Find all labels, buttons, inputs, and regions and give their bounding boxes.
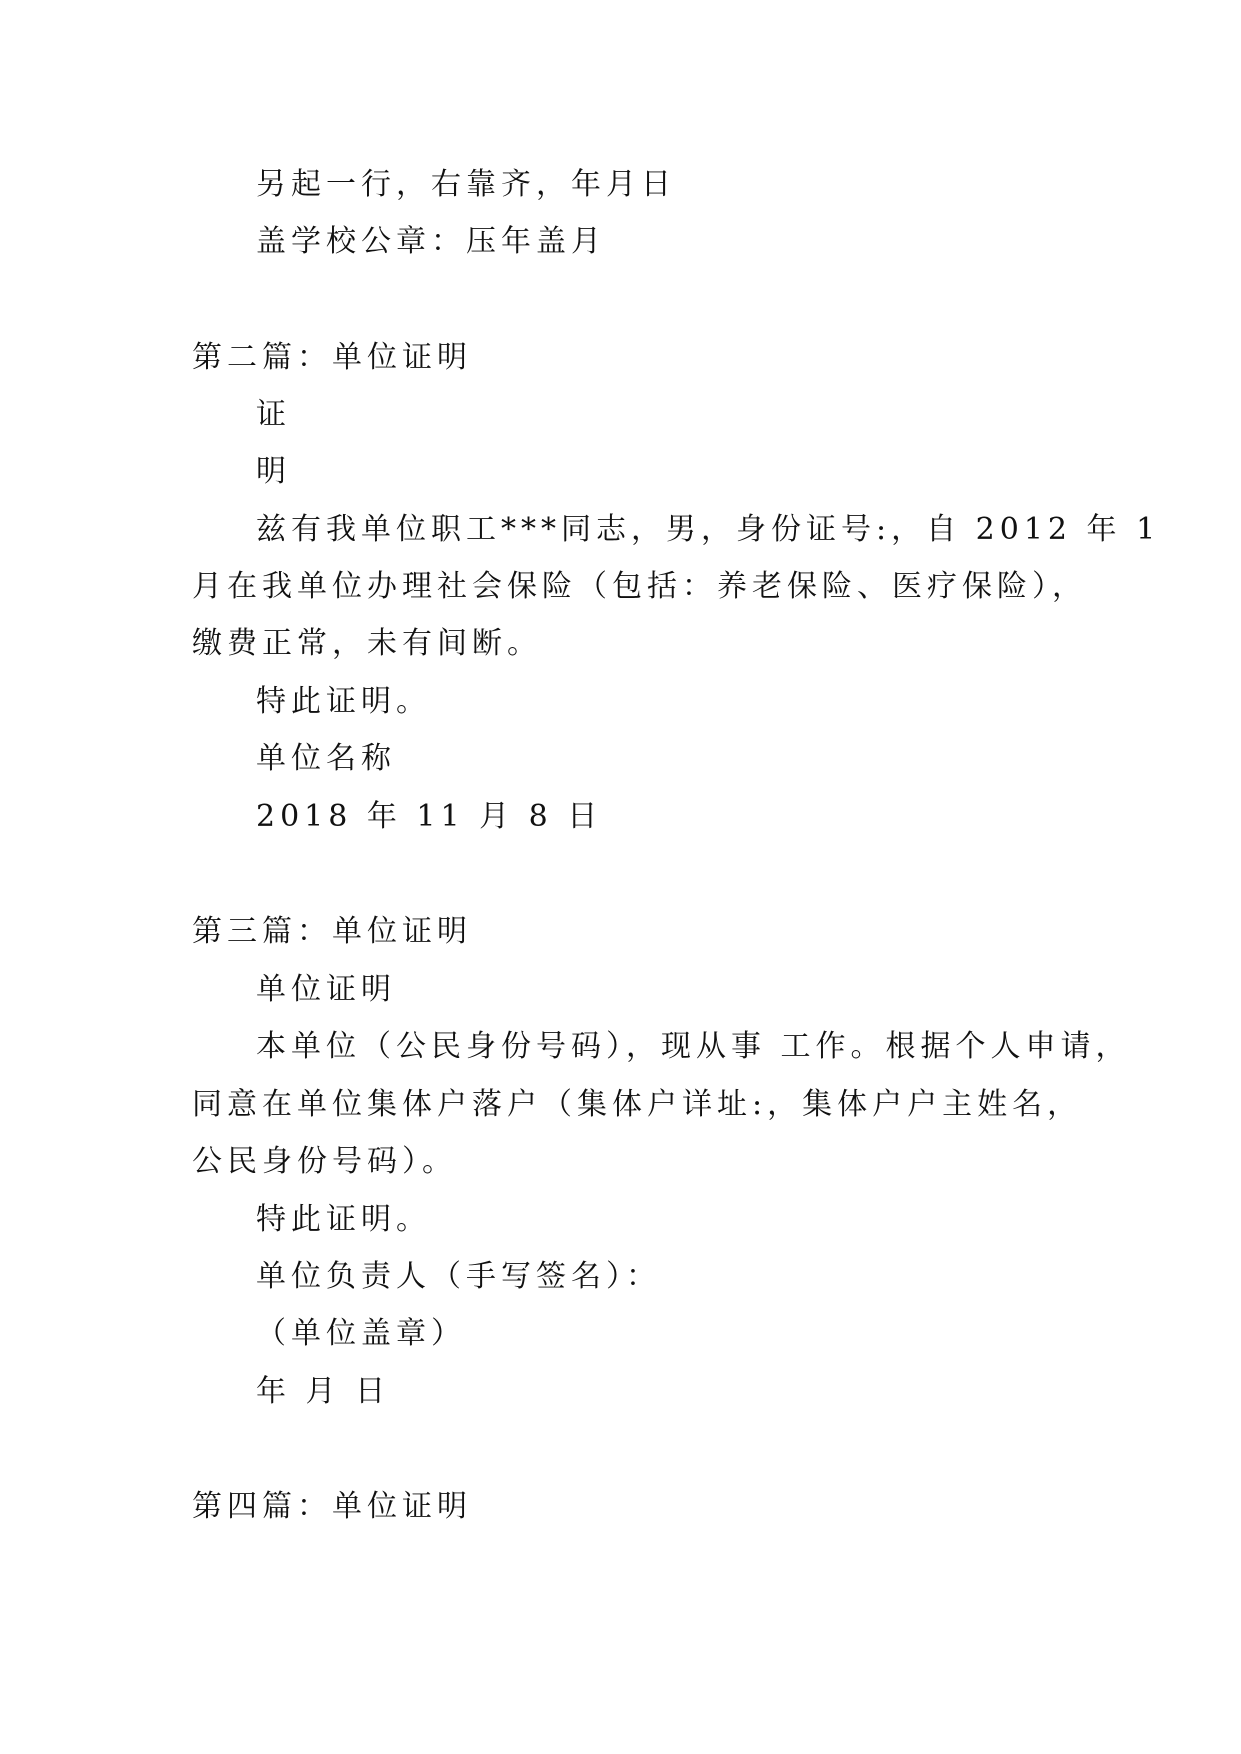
organization-name: 单位名称	[256, 741, 396, 776]
date-line: 年 月 日	[256, 1374, 391, 1409]
certificate-closing: 特此证明。	[256, 684, 431, 719]
certificate-body-line-2: 月在我单位办理社会保险（包括：养老保险、医疗保险），	[192, 569, 1087, 604]
certificate-closing: 特此证明。	[256, 1202, 431, 1237]
certificate-body-line-3: 缴费正常，未有间断。	[192, 626, 542, 661]
certificate-body-line-3: 公民身份号码）。	[192, 1144, 457, 1179]
certificate-body-line-1: 兹有我单位职工***同志，男，身份证号:，自 2012 年 1	[256, 512, 1161, 547]
seal-line: （单位盖章）	[256, 1316, 466, 1351]
section-4-heading: 第四篇：单位证明	[192, 1489, 472, 1524]
certificate-title-char-2: 明	[256, 454, 291, 489]
certificate-date: 2018 年 11 月 8 日	[256, 799, 603, 834]
certificate-body-line-1: 本单位（公民身份号码），现从事 工作。根据个人申请，	[256, 1029, 1131, 1064]
section-3-heading: 第三篇：单位证明	[192, 914, 472, 949]
date-alignment-note: 另起一行，右靠齐，年月日	[256, 167, 676, 202]
certificate-title: 单位证明	[256, 972, 396, 1007]
certificate-body-line-2: 同意在单位集体户落户（集体户详址:，集体户户主姓名，	[192, 1087, 1083, 1122]
seal-placement-note: 盖学校公章：压年盖月	[256, 224, 606, 259]
certificate-title-char-1: 证	[256, 397, 291, 432]
signer-line: 单位负责人（手写签名）：	[256, 1259, 661, 1294]
section-2-heading: 第二篇：单位证明	[192, 340, 472, 375]
